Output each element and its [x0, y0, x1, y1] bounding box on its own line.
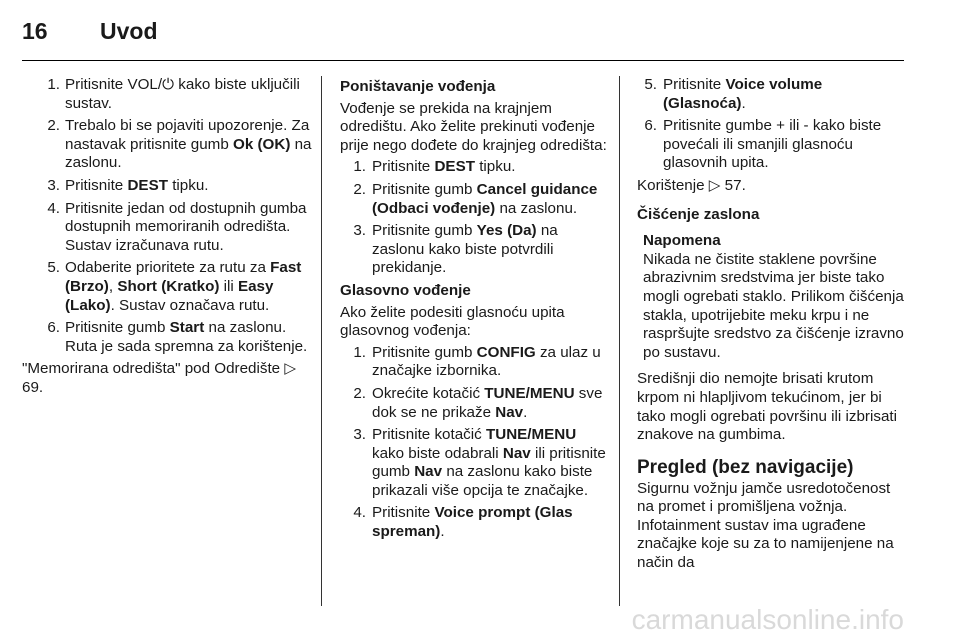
section-heading: Poništavanje vođenja [340, 78, 496, 95]
paragraph: Ako želite podesiti glasnoću upita glasovnog vođenja: [340, 303, 565, 340]
page-number: 16 [22, 18, 48, 44]
list-item: 5. Pritisnite Voice volume (Glasnoća). [644, 76, 823, 112]
list-item: 2. Okrećite kotačić TUNE/MENU sve dok se ne prikaže Nav. [353, 384, 603, 421]
column-divider-2 [619, 76, 620, 606]
list-item: 3. Pritisnite kotačić TUNE/MENU kako biste odabrali Nav ili pritisnite gumb Nav na zaslonu kako biste prikazali više opcija te značajke. [353, 426, 606, 499]
list-item: 1. Pritisnite VOL/⏻ kako biste uključili sustav. [47, 76, 300, 112]
cross-reference: Korištenje ▷ 57. [637, 176, 746, 194]
ref-arrow-icon: ▷ 57. [708, 176, 746, 194]
watermark: carmanualsonline.info [631, 604, 904, 635]
column-2 [340, 76, 608, 546]
section-heading: Glasovno vođenje [340, 281, 471, 299]
header-rule [22, 60, 904, 61]
list-item: 1. Pritisnite DEST tipku. [353, 158, 516, 176]
list-item: 3. Pritisnite gumb Yes (Da) na zaslonu kako biste potvrdili prekidanje. [353, 222, 558, 277]
note-title: Napomena [643, 232, 721, 250]
list-item: 4. Pritisnite Voice prompt (Glas spreman). [353, 504, 573, 541]
steps-list [346, 344, 608, 542]
major-heading: Pregled (bez navigacije) [637, 456, 854, 478]
list-item: 2. Pritisnite gumb Cancel guidance (Odbaci vođenje) na zaslonu. [353, 180, 598, 217]
steps-list [346, 158, 608, 278]
page-title: Uvod [100, 18, 158, 44]
ref-arrow-icon: ▷ 69. [22, 360, 297, 396]
paragraph: Sigurnu vožnju jamče usredotočenost na promet i promišljena vožnja. Infotainment sustav ima ugrađene značajke koje su za to namijenjene na način da [637, 479, 894, 572]
note-text: Nikada ne čistite staklene površine abrazivnim sredstvima jer biste tako mogli ogrebati staklo. Prilikom čišćenja stakla, upotrijebite meku krpu i ne raspršujte sredstvo za čišćenje izravno po sustavu. [643, 250, 904, 361]
list-item: 5. Odaberite prioritete za rutu za Fast (Brzo), Short (Kratko) ili Easy (Lako). Sustav označava rutu. [47, 259, 302, 314]
list-item: 1. Pritisnite gumb CONFIG za ulaz u značajke izbornika. [353, 343, 601, 380]
list-item: 6. Pritisnite gumb Start na zaslonu. Ruta je sada spremna za korištenje. [47, 319, 308, 355]
column-3 [637, 76, 905, 576]
paragraph: Središnji dio nemojte brisati krutom krpom ni hlapljivom tekućinom, jer bi tako mogli ogrebati površinu ili izbrisati znakove na gumbima. [637, 370, 897, 444]
page-header [22, 18, 158, 45]
steps-list [22, 76, 312, 356]
list-item: 6. Pritisnite gumbe + ili - kako biste povećali ili smanjili glasnoću glasovnih upita. [644, 117, 882, 172]
list-item: 3. Pritisnite DEST tipku. [47, 176, 209, 194]
column-divider-1 [321, 76, 322, 606]
steps-list [637, 76, 905, 173]
column-1 [22, 76, 312, 401]
paragraph: Vođenje se prekida na krajnjem odredištu. Ako želite prekinuti vođenje prije nego dođete do krajnjeg odredišta: [340, 99, 607, 154]
note-box [643, 232, 905, 362]
list-item: 2. Trebalo bi se pojaviti upozorenje. Za nastavak pritisnite gumb Ok (OK) na zaslonu. [47, 117, 312, 172]
section-heading: Čišćenje zaslona [637, 205, 760, 223]
list-item: 4. Pritisnite jedan od dostupnih gumba dostupnih memoriranih odredišta. Sustav izračunava rutu. [47, 199, 307, 254]
cross-reference: "Memorirana odredišta" pod Odredište ▷ 69. [22, 360, 297, 396]
